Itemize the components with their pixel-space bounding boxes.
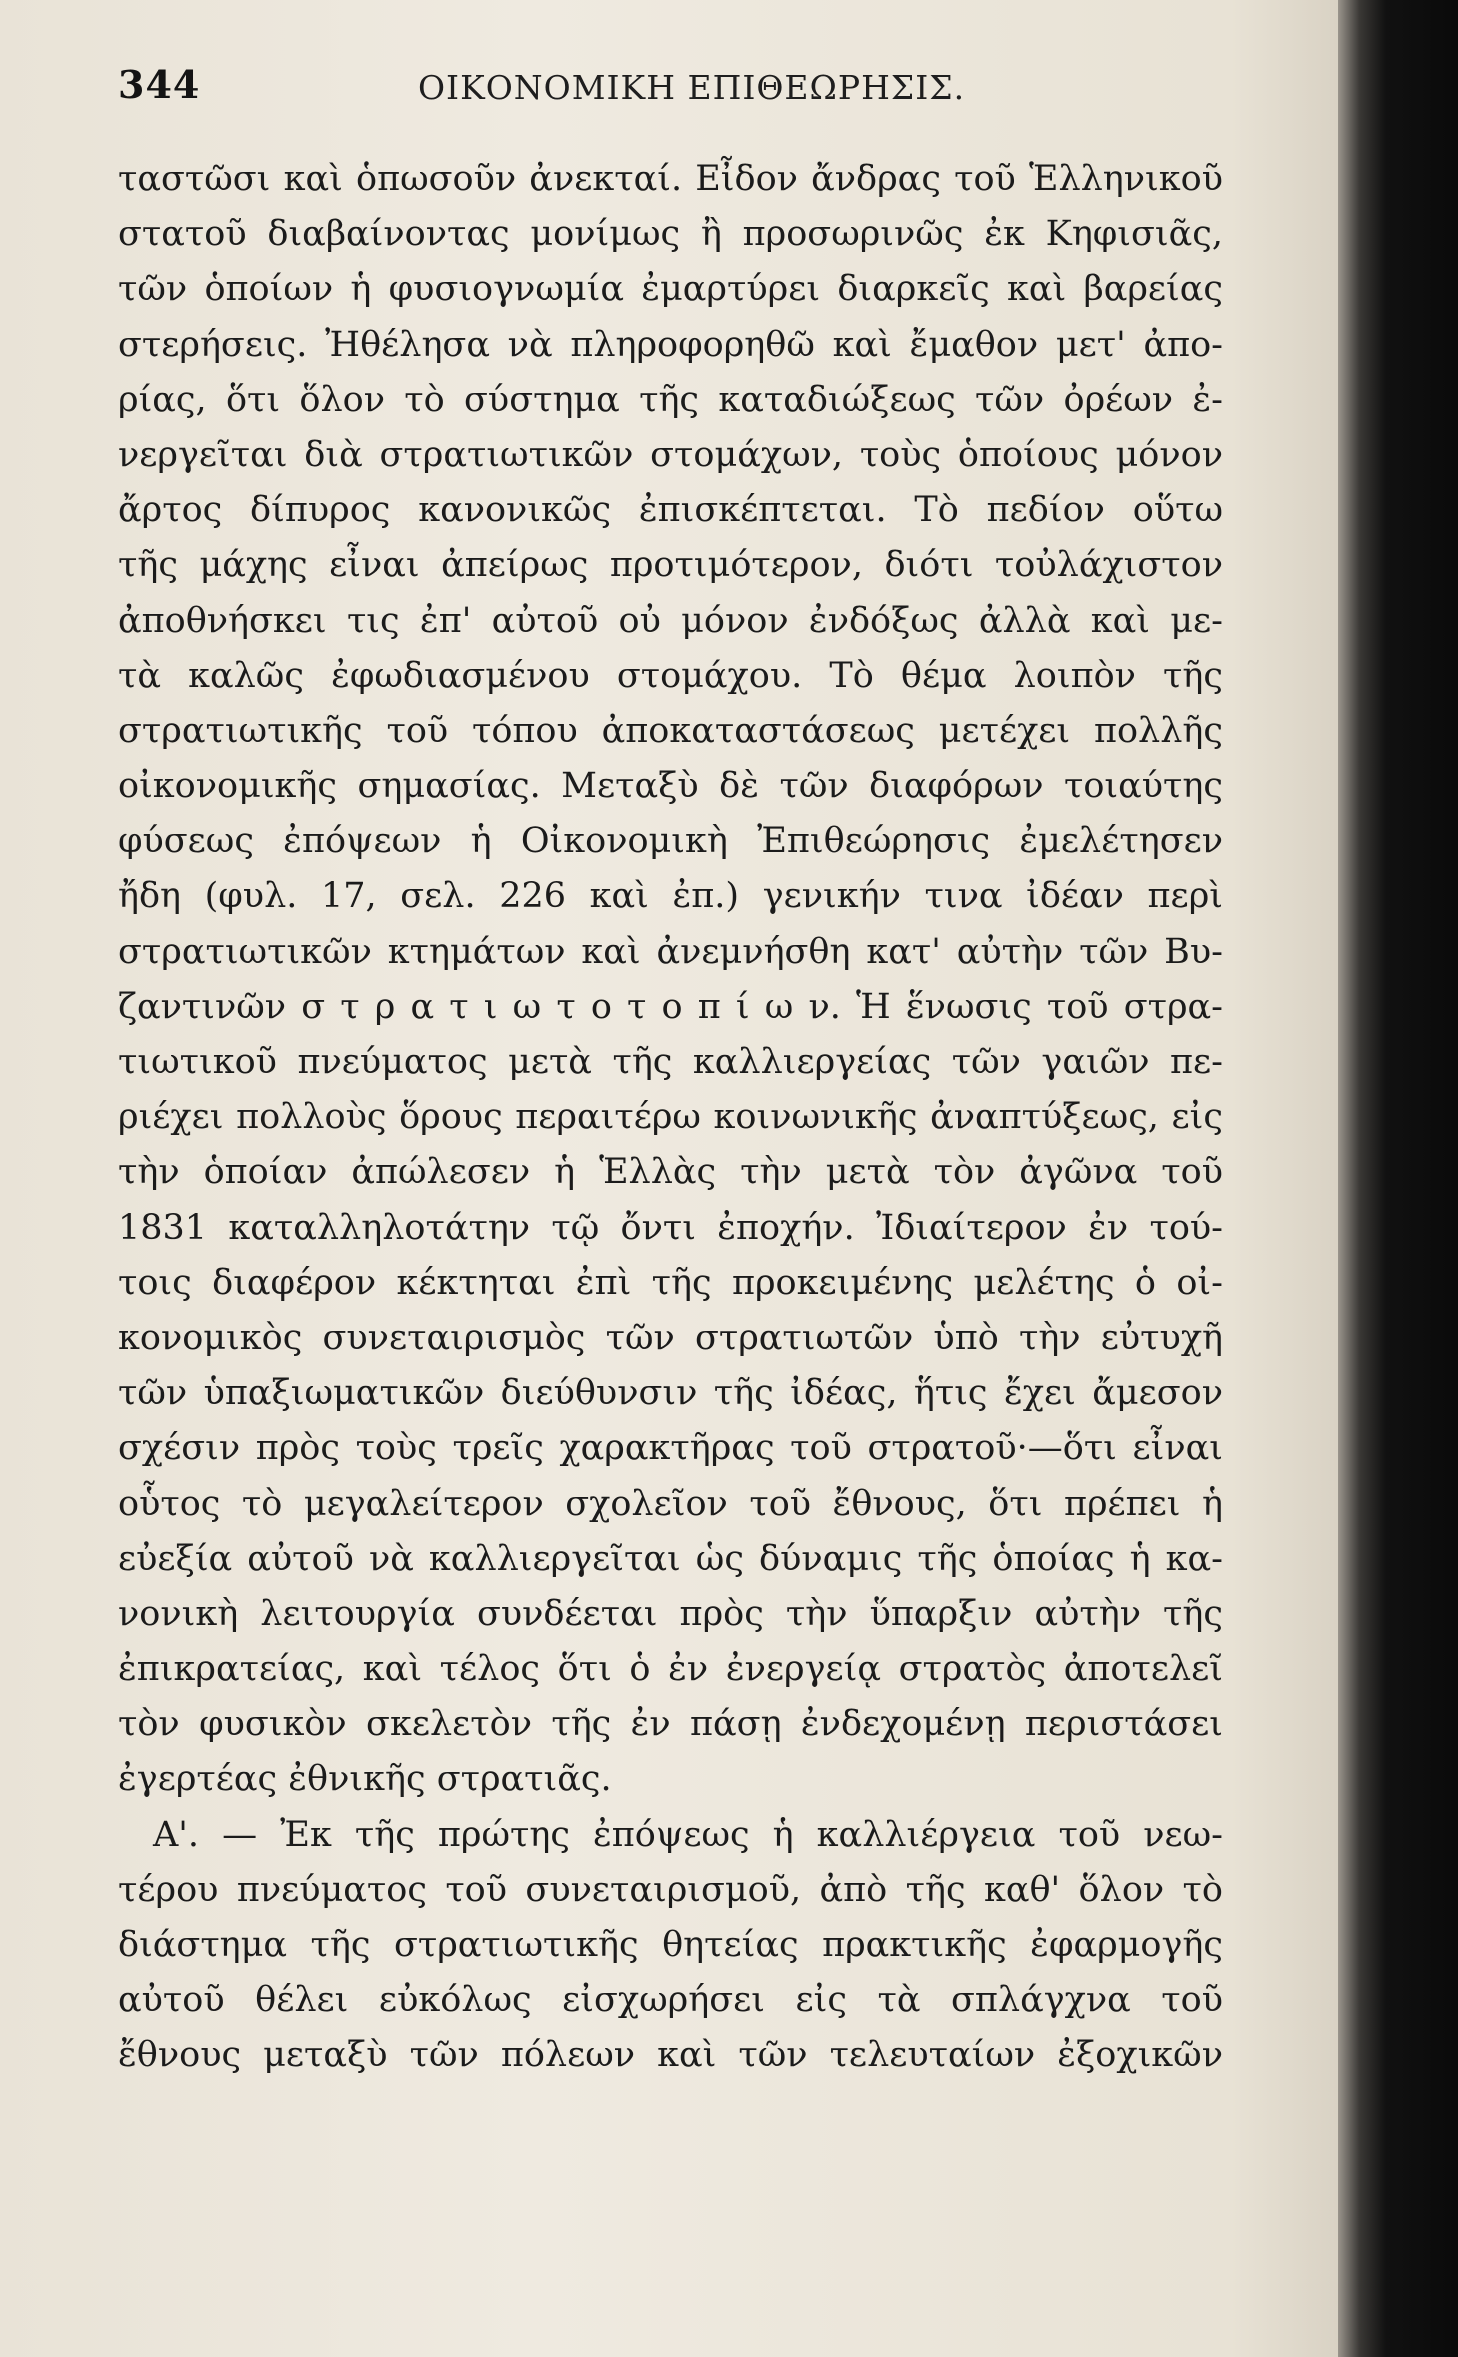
text-line: ζαντινῶν σ τ ρ α τ ι ω τ ο τ ο π ί ω ν. Ἡ ἕνωσις τοῦ στρα- — [118, 986, 1223, 1027]
text-line: ἀποθνήσκει τις ἐπ' αὐτοῦ οὐ μόνον ἐνδόξως ἀλλὰ καὶ με- — [118, 600, 1223, 641]
text-line: αὐτοῦ θέλει εὐκόλως εἰσχωρήσει εἰς τὰ σπλάγχνα τοῦ — [118, 1980, 1223, 2021]
text-line: τὴν ὁποίαν ἀπώλεσεν ἡ Ἑλλὰς τὴν μετὰ τὸν ἀγῶνα τοῦ — [118, 1152, 1223, 1193]
book-gutter-shadow — [1338, 0, 1458, 2357]
section-start-line: Α'. — Ἐκ τῆς πρώτης ἐπόψεως ἡ καλλιέργεια τοῦ νεω- — [153, 1814, 1223, 1855]
text-line: φύσεως ἐπόψεων ἡ Οἰκονομικὴ Ἐπιθεώρησις ἐμελέτησεν — [118, 821, 1223, 862]
text-line: ριέχει πολλοὺς ὅρους περαιτέρω κοινωνικῆς ἀναπτύξεως, εἰς — [118, 1097, 1223, 1138]
text-line: σχέσιν πρὸς τοὺς τρεῖς χαρακτῆρας τοῦ στρατοῦ·—ὅτι εἶναι — [118, 1428, 1223, 1469]
body-text — [118, 152, 1223, 2084]
text-line: στατοῦ διαβαίνοντας μονίμως ἢ προσωρινῶς ἐκ Κηφισιᾶς, — [118, 214, 1223, 255]
text-line: τιωτικοῦ πνεύματος μετὰ τῆς καλλιεργείας τῶν γαιῶν πε- — [118, 1042, 1223, 1082]
text-line: διάστημα τῆς στρατιωτικῆς θητείας πρακτικῆς ἐφαρμογῆς — [118, 1925, 1223, 1965]
text-line: εὐεξία αὐτοῦ νὰ καλλιεργεῖται ὡς δύναμις τῆς ὁποίας ἡ κα- — [118, 1538, 1223, 1579]
text-line: οἰκονομικῆς σημασίας. Μεταξὺ δὲ τῶν διαφόρων τοιαύτης — [118, 766, 1223, 807]
text-line: στερήσεις. Ἠθέλησα νὰ πληροφορηθῶ καὶ ἔμαθον μετ' ἀπο- — [118, 324, 1223, 365]
text-line: τέρου πνεύματος τοῦ συνεταιρισμοῦ, ἀπὸ τῆς καθ' ὅλον τὸ — [118, 1869, 1223, 1910]
text-line: στρατιωτικῆς τοῦ τόπου ἀποκαταστάσεως μετέχει πολλῆς — [118, 710, 1223, 751]
text-line: τοις διαφέρον κέκτηται ἐπὶ τῆς προκειμένης μελέτης ὁ οἰ- — [118, 1262, 1223, 1303]
text-line: κονομικὸς συνεταιρισμὸς τῶν στρατιωτῶν ὑπὸ τὴν εὐτυχῆ — [118, 1317, 1223, 1358]
text-line: ἐπικρατείας, καὶ τέλος ὅτι ὁ ἐν ἐνεργείᾳ στρατὸς ἀποτελεῖ — [118, 1649, 1223, 1690]
text-line: ταστῶσι καὶ ὁπωσοῦν ἀνεκταί. Εἶδον ἄνδρας τοῦ Ἑλληνικοῦ — [118, 159, 1223, 199]
text-line: 1831 καταλληλοτάτην τῷ ὄντι ἐποχήν. Ἰδιαίτερον ἐν τού- — [118, 1207, 1223, 1248]
text-line: τῶν ὑπαξιωματικῶν διεύθυνσιν τῆς ἰδέας, ἥτις ἔχει ἄμεσον — [118, 1373, 1223, 1414]
text-line: τῶν ὁποίων ἡ φυσιογνωμία ἐμαρτύρει διαρκεῖς καὶ βαρείας — [118, 269, 1223, 310]
text-line: στρατιωτικῶν κτημάτων καὶ ἀνεμνήσθη κατ' αὐτὴν τῶν Βυ- — [118, 931, 1223, 972]
text-line: νονικὴ λειτουργία συνδέεται πρὸς τὴν ὕπαρξιν αὐτὴν τῆς — [118, 1593, 1223, 1634]
text-line: τῆς μάχης εἶναι ἀπείρως προτιμότερον, διότι τοὐλάχιστον — [118, 545, 1223, 586]
paragraph-end-line: ἐγερτέας ἐθνικῆς στρατιᾶς. — [118, 1759, 612, 1800]
text-line: ρίας, ὅτι ὅλον τὸ σύστημα τῆς καταδιώξεως τῶν ὀρέων ἐ- — [118, 379, 1223, 420]
text-line: ἄρτος δίπυρος κανονικῶς ἐπισκέπτεται. Τὸ πεδίον οὕτω — [118, 490, 1223, 531]
text-line: τὰ καλῶς ἐφωδιασμένου στομάχου. Τὸ θέμα λοιπὸν τῆς — [118, 655, 1223, 696]
page-header — [118, 62, 1228, 122]
text-line: τὸν φυσικὸν σκελετὸν τῆς ἐν πάσῃ ἐνδεχομένῃ περιστάσει — [118, 1704, 1223, 1745]
text-line: νεργεῖται διὰ στρατιωτικῶν στομάχων, τοὺς ὁποίους μόνον — [118, 434, 1223, 475]
running-title: ΟΙΚΟΝΟΜΙΚΗ ΕΠΙΘΕΩΡΗΣΙΣ. — [418, 68, 966, 107]
page-number: 344 — [118, 62, 201, 107]
text-line: ἔθνους μεταξὺ τῶν πόλεων καὶ τῶν τελευταίων ἐξοχικῶν — [118, 2035, 1223, 2076]
text-line: οὗτος τὸ μεγαλείτερον σχολεῖον τοῦ ἔθνους, ὅτι πρέπει ἡ — [118, 1483, 1223, 1524]
text-line: ἤδη (φυλ. 17, σελ. 226 καὶ ἐπ.) γενικήν τινα ἰδέαν περὶ — [118, 876, 1223, 917]
